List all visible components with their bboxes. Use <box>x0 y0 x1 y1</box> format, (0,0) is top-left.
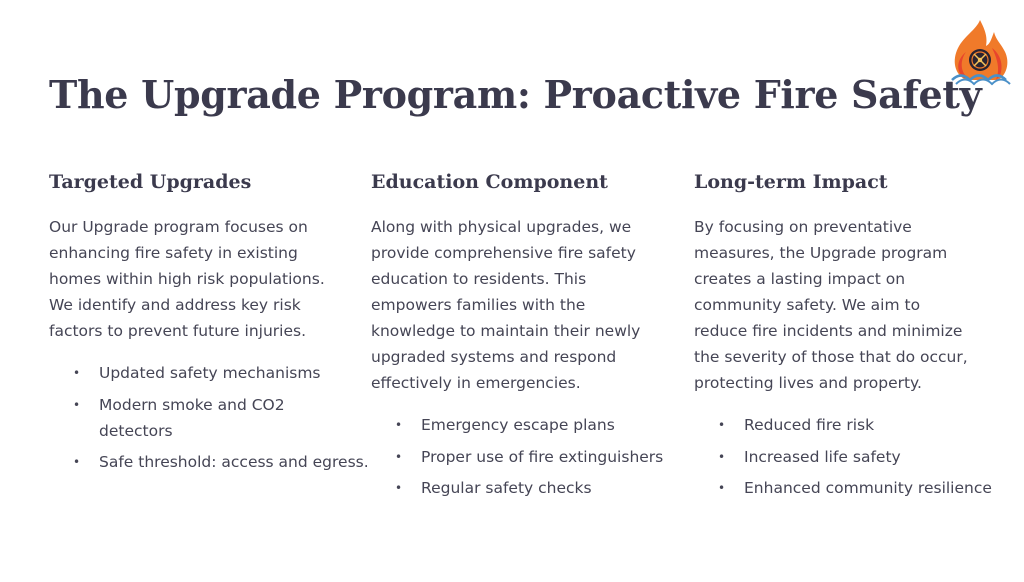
list-item <box>694 412 1004 438</box>
list-item-text: Enhanced community resilience <box>744 479 992 497</box>
list-item-text: Regular safety checks <box>421 479 592 497</box>
column-body: Along with physical upgrades, we provide comprehensive fire safety education to residents. This empowers families with the knowledge to maintain their newly upgraded systems and respond effectively in emergencies. <box>371 218 641 392</box>
bullet-dot-icon: • <box>395 449 403 464</box>
bullet-dot-icon: • <box>718 418 726 432</box>
bullet-dot-icon: • <box>718 481 726 495</box>
list-item <box>49 392 359 444</box>
bullet-dot-icon: • <box>718 449 726 464</box>
list-item <box>371 444 681 470</box>
list-item <box>49 360 359 386</box>
column-heading: Long-term Impact <box>694 171 888 193</box>
bullet-dot-icon: • <box>73 455 81 469</box>
bullet-dot-icon: • <box>395 481 403 495</box>
list-item-text: Emergency escape plans <box>421 416 615 434</box>
list-item-text: Increased life safety <box>744 447 901 466</box>
list-item <box>371 412 681 438</box>
bullet-dot-icon: • <box>395 418 403 432</box>
list-item <box>49 449 369 475</box>
column-targeted-upgrades <box>49 168 369 481</box>
list-item-text: Modern smoke and CO2 detectors <box>99 395 285 440</box>
column-body: Our Upgrade program focuses on enhancing fire safety in existing homes within high risk populations. We identify and address key risk factors to prevent future injuries. <box>49 218 325 340</box>
bullet-dot-icon: • <box>73 397 81 412</box>
column-heading: Targeted Upgrades <box>49 171 252 193</box>
list-item-text: Proper use of fire extinguishers <box>421 447 664 466</box>
list-item <box>694 475 1004 501</box>
bullet-list <box>371 412 681 501</box>
list-item <box>694 444 1004 470</box>
list-item-text: Updated safety mechanisms <box>99 364 321 382</box>
column-body: By focusing on preventative measures, the Upgrade program creates a lasting impact on community safety. We aim to reduce fire incidents and minimize the severity of those that do occur, protecting lives and property. <box>694 218 968 392</box>
bullet-list <box>49 360 369 475</box>
list-item-text: Safe threshold: access and egress. <box>99 453 369 471</box>
bullet-dot-icon: • <box>73 366 81 380</box>
list-item-text: Reduced fire risk <box>744 416 875 434</box>
column-education-component <box>371 168 681 507</box>
column-heading: Education Component <box>371 171 608 193</box>
slide-title: The Upgrade Program: Proactive Fire Safety <box>49 72 982 117</box>
column-long-term-impact <box>694 168 1004 507</box>
bullet-list <box>694 412 1004 501</box>
list-item <box>371 475 681 501</box>
